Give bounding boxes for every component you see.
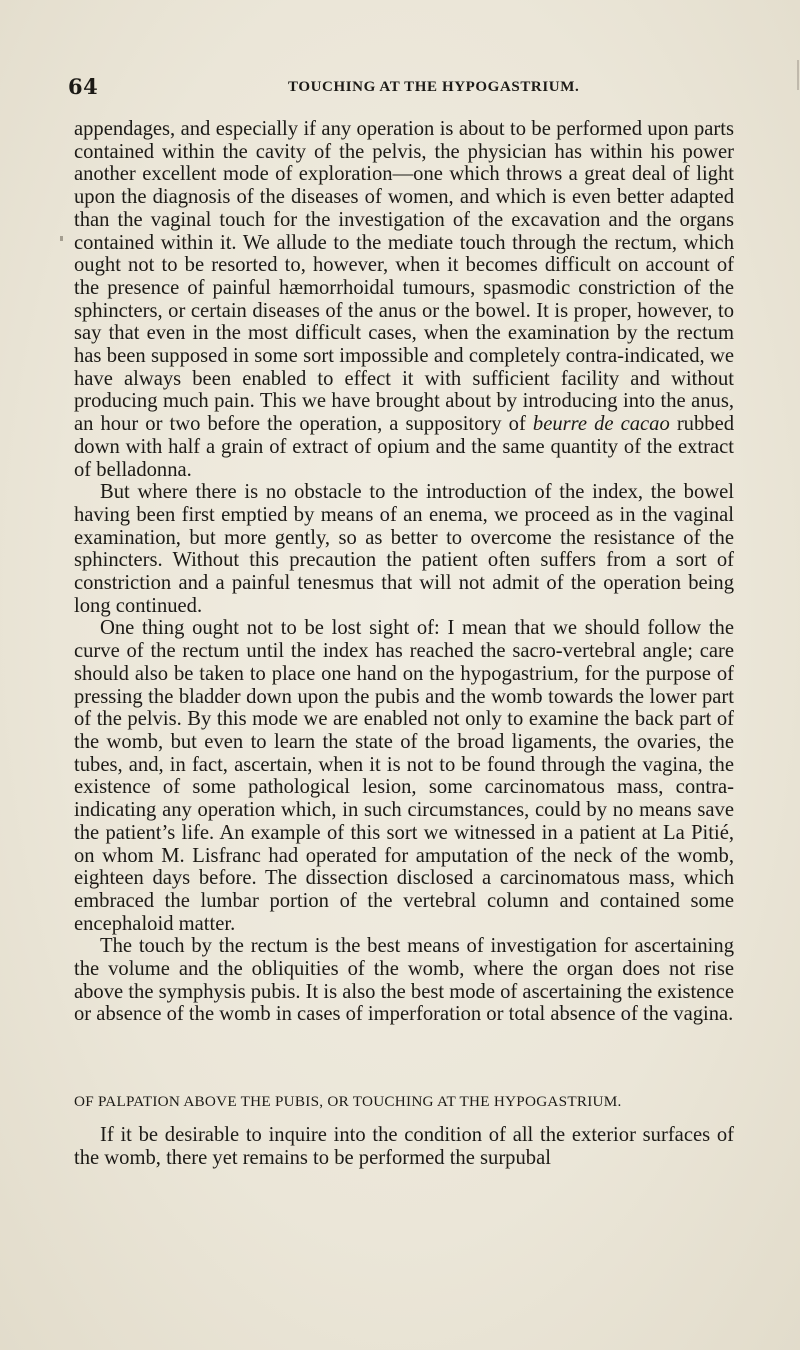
edge-mark [797, 60, 799, 90]
page-header [68, 74, 728, 104]
running-head: TOUCHING AT THE HYPOGASTRIUM. [288, 79, 580, 95]
paragraph-4: The touch by the rectum is the best means of investigation for ascertaining the volume and the obliquities of the womb, where the organ does not rise above the symphysis pubis. It is also the best mode of ascertaining the existence or absence of the womb in cases of imperforation or total absence of the vagina. [74, 935, 734, 1026]
section-paragraph: If it be desirable to inquire into the condition of all the exterior surfaces of the womb, there yet remains to be performed the surpubal [74, 1124, 734, 1169]
paragraph-1 [74, 118, 734, 481]
paragraph-1-text-end: rubbed down with half a grain of extract of opium and the same quantity of the extract of belladonna. [74, 413, 735, 481]
paragraph-3: One thing ought not to be lost sight of: I mean that we should follow the curve of the rectum until the index has reached the sacro-vertebral angle; care should also be taken to place one hand on the hypogastrium, for the purpose of pressing the bladder down upon the pubis and the womb towards the lower part of the pelvis. By this mode we are enabled not only to examine the back part of the womb, but even to learn the state of the broad ligaments, the ovaries, the tubes, and, in fact, ascertain, when it is not to be found through the vagina, the existence of some pathological lesion, some carcinomatous mass, contra-indicating any operation which, in such circumstances, could by no means save the patient’s life. An example of this sort we witnessed in a patient at La Pitié, on whom M. Lisfranc had operated for amputation of the neck of the womb, eighteen days before. The dissection disclosed a carcinomatous mass, which embraced the lumbar portion of the vertebral column and contained some encephaloid matter. [74, 617, 734, 935]
body-text [74, 118, 734, 1026]
paragraph-1-text: appendages, and especially if any operation is about to be performed upon parts contained within the cavity of the pelvis, the physician has within his power another excellent mode of exploration—one which throws a great deal of light upon the diagnosis of the diseases of women, and which is even better adapted than the vaginal touch for the investigation of the excavation and the organs contained within it. We allude to the mediate touch through the rectum, which ought not to be resorted to, however, when it becomes difficult on account of the presence of painful hæmorrhoidal tumours, spasmodic constriction of the sphincters, or certain diseases of the anus or the bowel. It is proper, however, to say that even in the most difficult cases, when the examination by the rectum has been supposed in some sort impossible and completely contra-indicated, we have always been enabled to effect it with sufficient facility and without producing much pain. This we have brought about by introducing into the anus, an hour or two before the operation, a suppository of [74, 118, 734, 436]
paragraph-1-italic-term: beurre de cacao [532, 413, 670, 436]
section-heading: OF PALPATION ABOVE THE PUBIS, OR TOUCHING AT THE HYPOGASTRIUM. [74, 1093, 622, 1110]
margin-speck [60, 236, 63, 241]
paragraph-2: But where there is no obstacle to the introduction of the index, the bowel having been first emptied by means of an enema, we proceed as in the vaginal examination, but more gently, so as better to overcome the resistance of the sphincters. Without this precaution the patient often suffers from a sort of constriction and a painful tenesmus that will not admit of the operation being long continued. [74, 481, 734, 617]
page-number: 64 [68, 74, 99, 99]
section-body [74, 1124, 734, 1169]
